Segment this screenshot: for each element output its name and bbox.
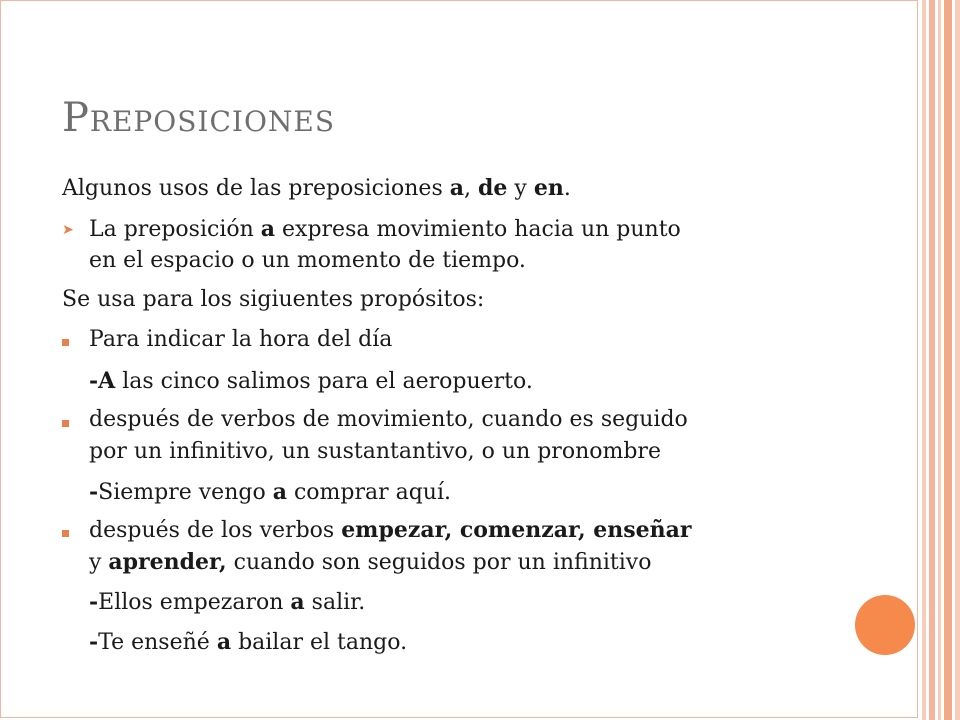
square-bullet-icon <box>62 339 69 346</box>
text-bold: - <box>89 589 99 615</box>
text-bold: a <box>260 216 276 242</box>
text-run: Te enseñé <box>98 630 217 655</box>
text-bold: en <box>533 175 564 201</box>
text-run: cuando son seguidos por un infinitivo <box>226 550 652 575</box>
text-run: y <box>89 550 109 575</box>
decorative-stripe <box>929 0 935 720</box>
use3-line1 <box>89 515 692 546</box>
text-bold: a <box>272 479 287 505</box>
use2-line2: por un infinitivo, un sustantantivo, o un pronombre <box>89 439 661 464</box>
text-bold: - <box>89 368 99 394</box>
decorative-stripe <box>938 0 941 720</box>
decorative-circle <box>855 595 915 655</box>
text-run: bailar el tango. <box>231 630 408 655</box>
text-run: salir. <box>304 590 366 615</box>
use3-example1 <box>89 587 365 618</box>
text-bold: a <box>449 175 465 201</box>
text-bold: A <box>98 368 116 394</box>
decorative-stripe <box>955 0 960 720</box>
text-run: , <box>464 176 479 201</box>
text-bold: a <box>290 589 305 615</box>
decorative-stripe <box>944 0 952 720</box>
slide-title: Preposiciones <box>62 95 336 141</box>
use1-label: Para indicar la hora del día <box>89 327 393 352</box>
text-bold: - <box>89 479 99 505</box>
use3-line2 <box>89 547 651 578</box>
square-bullet-icon <box>62 420 69 427</box>
use2-line1: después de verbos de movimiento, cuando es seguido <box>89 407 688 432</box>
point-a-line2: en el espacio o un momento de tiempo. <box>89 248 526 273</box>
square-bullet-icon <box>62 530 69 537</box>
text-run: las cinco salimos para el aeropuerto. <box>115 369 533 394</box>
text-bold: empezar, comenzar, enseñar <box>341 517 692 543</box>
text-bold: - <box>89 629 99 655</box>
intro-text <box>62 173 571 204</box>
text-run: Ellos empezaron <box>98 590 291 615</box>
text-bold: de <box>478 175 508 201</box>
use1-example <box>89 366 533 397</box>
point-a-line1 <box>89 214 681 245</box>
use2-example <box>89 477 451 508</box>
uses-heading: Se usa para los sigiuentes propósitos: <box>62 287 485 312</box>
text-run: después de los verbos <box>89 518 342 543</box>
arrow-bullet-icon: ➤ <box>62 222 74 238</box>
text-run: La preposición <box>89 217 261 242</box>
text-run: Algunos usos de las preposiciones <box>62 176 450 201</box>
decorative-stripe <box>922 0 926 720</box>
use3-example2 <box>89 627 407 658</box>
text-run: expresa movimiento hacia un punto <box>275 217 681 242</box>
text-run: . <box>563 176 571 201</box>
text-run: Siempre vengo <box>98 480 273 505</box>
text-run: comprar aquí. <box>286 480 451 505</box>
text-bold: a <box>216 629 232 655</box>
text-bold: aprender, <box>108 549 227 575</box>
text-run: y <box>507 176 534 201</box>
